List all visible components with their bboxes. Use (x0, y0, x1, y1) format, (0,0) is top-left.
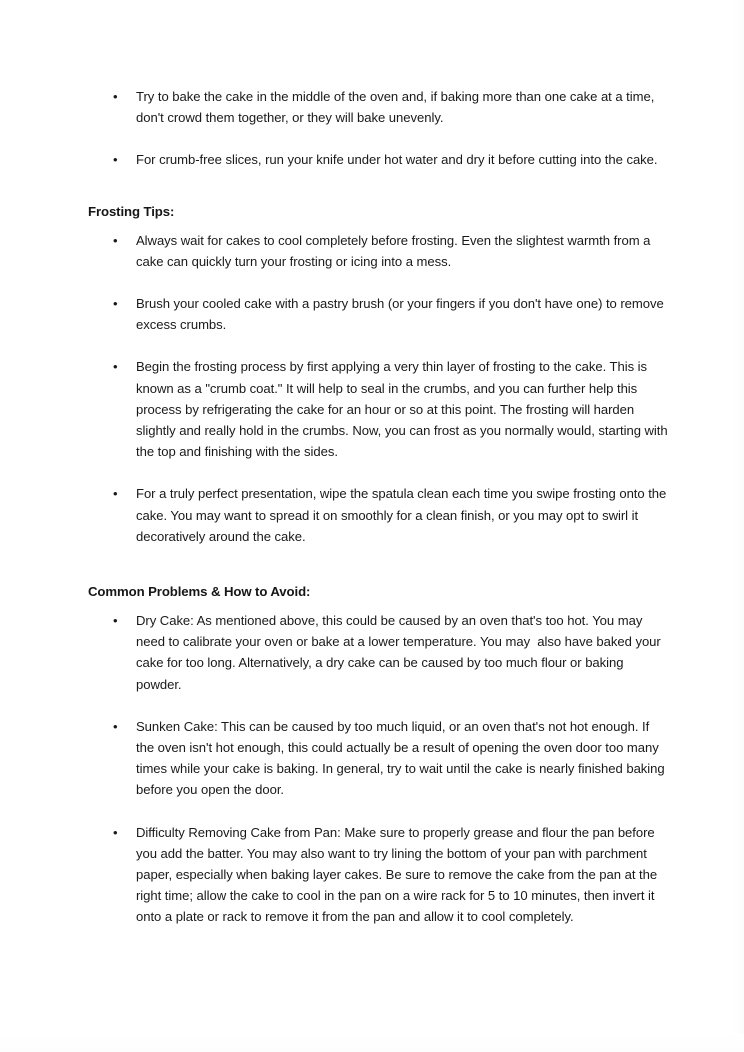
bullet-dot-icon: • (113, 152, 118, 168)
bullet-dot-icon: • (113, 486, 118, 502)
bullet-dot-icon: • (113, 232, 118, 248)
list-item-text: For a truly perfect presentation, wipe the spatula clean each time you swipe frosting onto the cake. You may want to spread it on smoothly for a clean finish, or you may opt to swirl it decoratively around the cake. (136, 486, 670, 544)
spacer (88, 601, 668, 610)
list-item (88, 149, 668, 170)
list-item (88, 356, 672, 462)
bullet-dot-icon: • (113, 613, 118, 629)
common-problems-bullet-list (88, 610, 668, 928)
document-body (88, 86, 672, 928)
spacer (88, 171, 668, 202)
section-heading-common-problems: Common Problems & How to Avoid: (88, 584, 311, 600)
list-item (88, 822, 668, 928)
bullet-dot-icon: • (113, 296, 118, 312)
spacer (88, 221, 668, 230)
list-item (88, 716, 668, 801)
list-item-text: Always wait for cakes to cool completely before frosting. Even the slightest warmth from a cake can quickly turn your frosting or icing into a mess. (136, 232, 654, 269)
list-item-text: For crumb-free slices, run your knife under hot water and dry it before cutting into the cake. (136, 152, 658, 168)
list-item (88, 610, 668, 695)
list-item-text: Try to bake the cake in the middle of the oven and, if baking more than one cake at a time, don't crowd them together, or they will bake unevenly. (136, 89, 658, 126)
list-item (88, 483, 668, 547)
list-item (88, 293, 668, 335)
intro-bullet-list (88, 86, 668, 171)
list-item-text: Dry Cake: As mentioned above, this could be caused by an oven that's too hot. You may need to calibrate your oven or bake at a lower temperature. You may also have baked your cake for too long. Alternatively, a dry cake can be caused by too much flour or baking powder. (136, 613, 665, 692)
list-item (88, 230, 668, 272)
page-edge-shadow-right (718, 0, 744, 1052)
list-item-text: Begin the frosting process by first applying a very thin layer of frosting to the cake. This is known as a "crumb coat." It will help to seal in the crumbs, and you can further help this process by refrigerating the cake for an hour or so at this point. The frosting will harden slightly and really hold in the crumbs. Now, you can frost as you normally would, starting with the top and finishing with the sides. (136, 359, 672, 460)
bullet-dot-icon: • (113, 89, 118, 104)
frosting-tips-bullet-list (88, 230, 672, 547)
section-heading-frosting-tips: Frosting Tips: (88, 203, 175, 219)
list-item-text: Sunken Cake: This can be caused by too much liquid, or an oven that's not hot enough. If the oven isn't hot enough, this could actually be a result of opening the oven door too many times while your cake is baking. In general, try to wait until the cake is nearly finished baking before you open the door. (136, 718, 669, 798)
spacer (88, 547, 668, 582)
list-item-text: Difficulty Removing Cake from Pan: Make sure to properly grease and flour the pan before you add the batter. You may also want to try lining the bottom of your pan with parchment paper, especially when baking layer cakes. Be sure to remove the cake from the pan at the right time; allow the cake to cool in the pan on a wire rack for 5 to 10 minutes, then invert it onto a plate or rack to remove it from the pan and allow it to cool completely. (136, 824, 661, 925)
bullet-dot-icon: • (113, 824, 118, 840)
bullet-dot-icon: • (113, 359, 118, 375)
bullet-dot-icon: • (113, 718, 118, 734)
list-item-text: Brush your cooled cake with a pastry brush (or your fingers if you don't have one) to remove excess crumbs. (136, 296, 668, 333)
list-item (88, 86, 668, 128)
page-edge-shadow-bottom (0, 1034, 744, 1052)
